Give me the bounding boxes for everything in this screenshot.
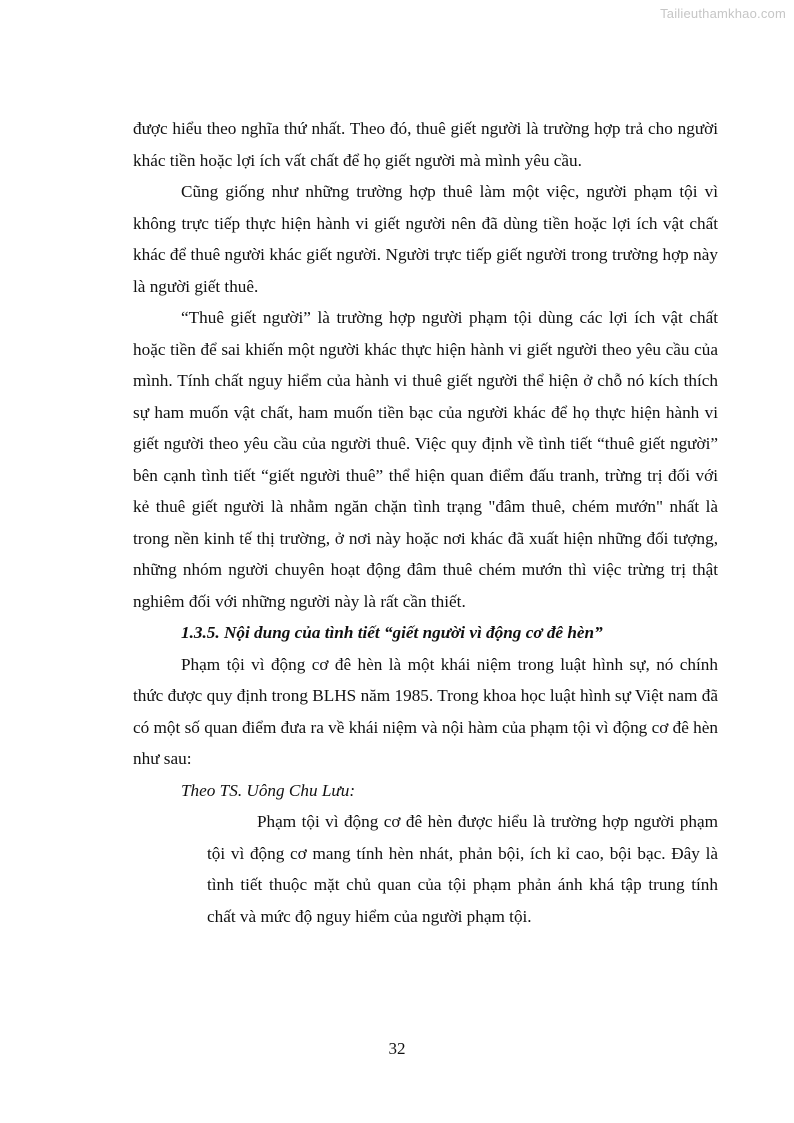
quote-source: Theo TS. Uông Chu Lưu:: [181, 780, 356, 800]
page-number: 32: [388, 1039, 406, 1058]
paragraph: Cũng giống như những trường hợp thuê làm một việc, người phạm tội vì không trực tiếp thực hiện hành vi giết người nên đã dùng tiền hoặc lợi ích vật chất khác để thuê người khác giết người. Người trực tiếp giết người trong trường hợp này là người giết thuê.: [133, 182, 718, 296]
section-heading: 1.3.5. Nội dung của tình tiết “giết người vì động cơ đê hèn”: [181, 623, 603, 642]
paragraph: “Thuê giết người” là trường hợp người phạm tội dùng các lợi ích vật chất hoặc tiền để sai khiến một người khác thực hiện hành vi giết người theo yêu cầu của mình. Tính chất nguy hiểm của hành vi thuê giết người thể hiện ở chỗ nó kích thích sự ham muốn vật chất, ham muốn tiền bạc của người khác để họ thực hiện hành vi giết người theo yêu cầu của người thuê. Việc quy định về tình tiết “thuê giết người” bên cạnh tình tiết “giết người thuê” thể hiện quan điểm đấu tranh, trừng trị đối với kẻ thuê giết người là nhằm ngăn chặn tình trạng "đâm thuê, chém mướn" nhất là trong nền kinh tế thị trường, ở nơi này hoặc nơi khác đã xuất hiện những đối tượng, những nhóm người chuyên hoạt động đâm thuê chém mướn thì việc trừng trị thật nghiêm đối với những người này là rất cần thiết.: [133, 308, 718, 611]
paragraph-continuation: được hiểu theo nghĩa thứ nhất. Theo đó, thuê giết người là trường hợp trả cho người khác tiền hoặc lợi ích vất chất để họ giết người mà mình yêu cầu.: [133, 119, 718, 170]
paragraph: Phạm tội vì động cơ đê hèn là một khái niệm trong luật hình sự, nó chính thức được quy định trong BLHS năm 1985. Trong khoa học luật hình sự Việt nam đã có một số quan điểm đưa ra về khái niệm và nội hàm của phạm tội vì động cơ đê hèn như sau:: [133, 654, 718, 768]
body-text: [133, 113, 718, 932]
block-quote: Phạm tội vì động cơ đê hèn được hiểu là trường hợp người phạm tội vì động cơ mang tính hèn nhát, phản bội, ích kỉ cao, bội bạc. Đây là tình tiết thuộc mặt chủ quan của tội phạm phản ánh khá tập trung tính chất và mức độ nguy hiểm của người phạm tội.: [207, 812, 718, 926]
watermark: Tailieuthamkhao.com: [660, 6, 786, 21]
